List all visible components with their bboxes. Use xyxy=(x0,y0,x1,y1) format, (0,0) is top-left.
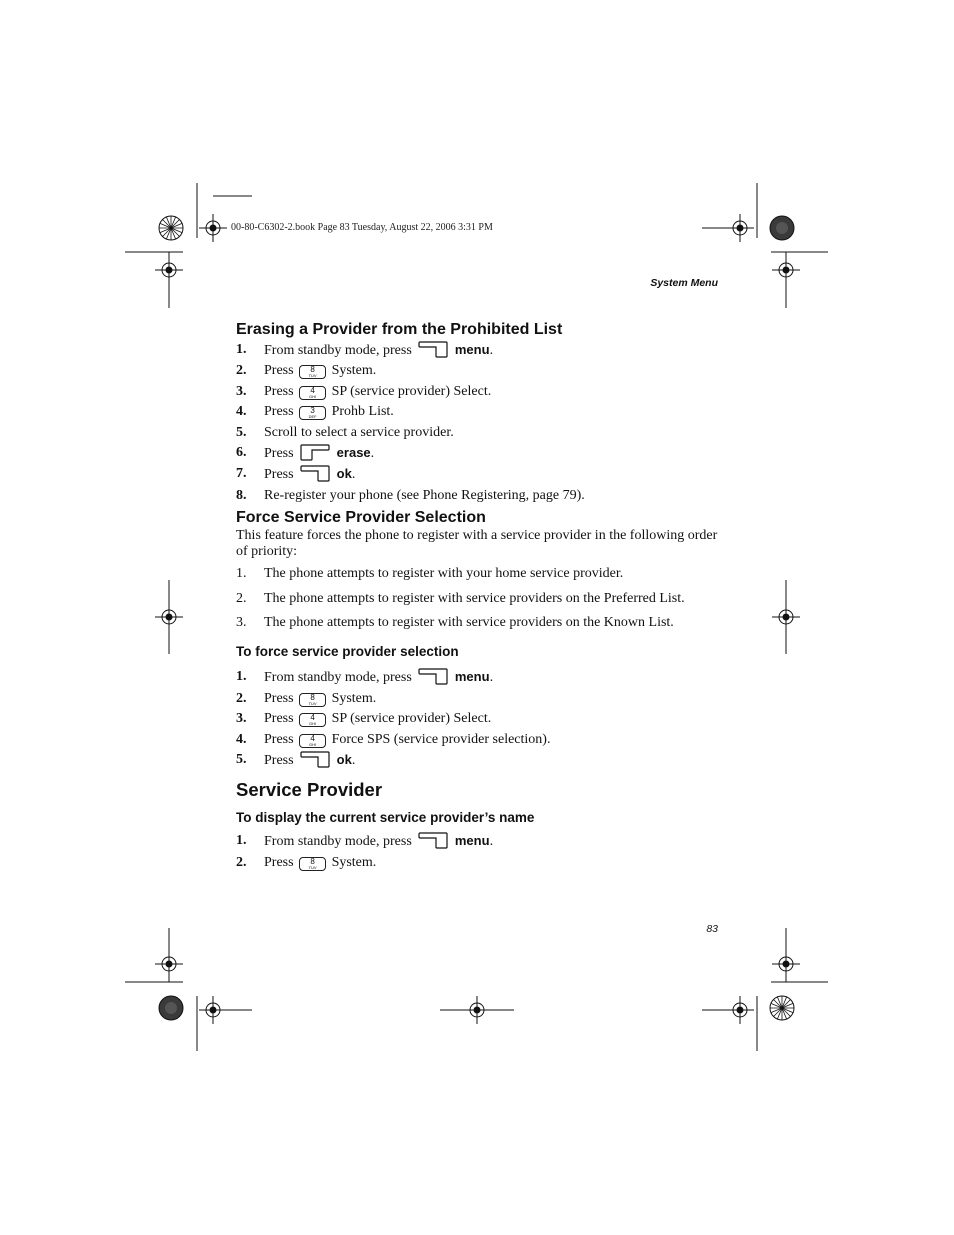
step-text: From standby mode, press xyxy=(264,834,416,850)
step-item xyxy=(236,486,720,506)
softkey-label: ok xyxy=(333,466,352,482)
step-number: 6. xyxy=(236,445,247,461)
key-3-icon: 3 DEF xyxy=(299,406,326,420)
step-item xyxy=(236,443,720,464)
step-number: 4. xyxy=(236,731,247,747)
right-soft-key-icon xyxy=(418,832,448,849)
step-number: 2. xyxy=(236,363,247,379)
right-soft-key-icon xyxy=(418,341,448,358)
step-text: . xyxy=(351,467,356,483)
book-info-line: 00-80-C6302-2.book Page 83 Tuesday, August 22, 2006 3:31 PM xyxy=(231,222,493,233)
step-number: 8. xyxy=(236,487,247,503)
step-text: . xyxy=(489,834,494,850)
step-text: . xyxy=(489,670,494,686)
step-item xyxy=(236,615,720,635)
step-text: . xyxy=(370,446,375,462)
step-item xyxy=(236,730,720,750)
step-item xyxy=(236,464,720,485)
step-number: 2. xyxy=(236,590,247,606)
step-text: From standby mode, press xyxy=(264,670,416,686)
step-text: Press xyxy=(264,383,298,399)
step-number: 1. xyxy=(236,833,247,849)
step-text: The phone attempts to register with service providers on the Known List. xyxy=(264,615,674,631)
intro-paragraph: This feature forces the phone to register with a service provider in the following order of priority: xyxy=(236,528,718,560)
right-soft-key-icon xyxy=(418,668,448,685)
key-4-icon: 4 GHI xyxy=(299,386,326,400)
step-item xyxy=(236,689,720,709)
step-text: Press xyxy=(264,753,298,769)
section-force-selection xyxy=(236,508,720,771)
step-text: The phone attempts to register with your home service provider. xyxy=(264,566,624,582)
step-text: Press xyxy=(264,446,298,462)
procedure-title: To force service provider selection xyxy=(236,644,459,660)
key-8-icon: 8 TUV xyxy=(299,365,326,379)
step-item xyxy=(236,750,720,771)
step-number: 4. xyxy=(236,404,247,420)
step-text: Press xyxy=(264,404,298,420)
step-text: . xyxy=(489,343,494,358)
step-text: Press xyxy=(264,854,298,870)
step-number: 3. xyxy=(236,615,247,631)
steps-list xyxy=(236,667,720,771)
step-item xyxy=(236,566,720,586)
step-text: Prohb List. xyxy=(328,404,394,420)
step-text: Re-register your phone (see Phone Registering, page 79). xyxy=(264,487,585,503)
step-number: 3. xyxy=(236,711,247,727)
step-text: Force SPS (service provider selection). xyxy=(328,731,551,747)
step-number: 3. xyxy=(236,383,247,399)
step-number: 2. xyxy=(236,854,247,870)
step-number: 1. xyxy=(236,342,247,357)
step-text: From standby mode, press xyxy=(264,343,416,358)
key-4-icon: 4 GHI xyxy=(299,734,326,748)
softkey-label: menu xyxy=(451,833,490,849)
section-title: Service Provider xyxy=(236,779,383,801)
left-soft-key-icon xyxy=(300,444,330,461)
step-item xyxy=(236,591,720,611)
step-text: Press xyxy=(264,711,298,727)
procedure-title: To display the current service provider’s name xyxy=(236,810,535,826)
softkey-label: menu xyxy=(451,669,490,685)
step-number: 1. xyxy=(236,669,247,685)
step-text: . xyxy=(351,753,356,769)
step-number: 5. xyxy=(236,424,247,440)
section-title: Erasing a Provider from the Prohibited List xyxy=(236,321,563,338)
step-text: System. xyxy=(328,363,377,379)
running-head: System Menu xyxy=(650,277,718,289)
step-text: SP (service provider) Select. xyxy=(328,383,492,399)
step-text: SP (service provider) Select. xyxy=(328,711,492,727)
step-item xyxy=(236,340,720,361)
step-text: Scroll to select a service provider. xyxy=(264,424,454,440)
softkey-label: erase xyxy=(333,445,371,461)
section-title: Force Service Provider Selection xyxy=(236,509,486,527)
steps-list xyxy=(236,831,720,873)
step-text: Press xyxy=(264,467,298,483)
step-item xyxy=(236,853,720,873)
step-item xyxy=(236,402,720,422)
step-number: 5. xyxy=(236,752,247,768)
step-text: The phone attempts to register with service providers on the Preferred List. xyxy=(264,590,685,606)
step-number: 2. xyxy=(236,690,247,706)
step-item xyxy=(236,831,720,852)
step-item xyxy=(236,361,720,381)
section-erasing-provider xyxy=(236,320,720,506)
step-item xyxy=(236,382,720,402)
step-item xyxy=(236,667,720,688)
step-text: System. xyxy=(328,854,377,870)
right-soft-key-icon xyxy=(300,465,330,482)
priority-list xyxy=(236,566,720,635)
page-number: 83 xyxy=(706,923,718,935)
step-text: Press xyxy=(264,363,298,379)
key-4-icon: 4 GHI xyxy=(299,713,326,727)
right-soft-key-icon xyxy=(300,751,330,768)
step-number: 7. xyxy=(236,466,247,482)
content xyxy=(236,320,720,873)
softkey-label: ok xyxy=(333,752,352,768)
step-item xyxy=(236,423,720,443)
steps-list xyxy=(236,340,720,506)
step-text: Press xyxy=(264,731,298,747)
section-service-provider xyxy=(236,779,720,873)
key-8-icon: 8 TUV xyxy=(299,693,326,707)
key-8-icon: 8 TUV xyxy=(299,857,326,871)
step-text: System. xyxy=(328,690,377,706)
step-text: Press xyxy=(264,690,298,706)
step-item xyxy=(236,709,720,729)
step-number: 1. xyxy=(236,566,247,582)
softkey-label: menu xyxy=(451,342,490,357)
